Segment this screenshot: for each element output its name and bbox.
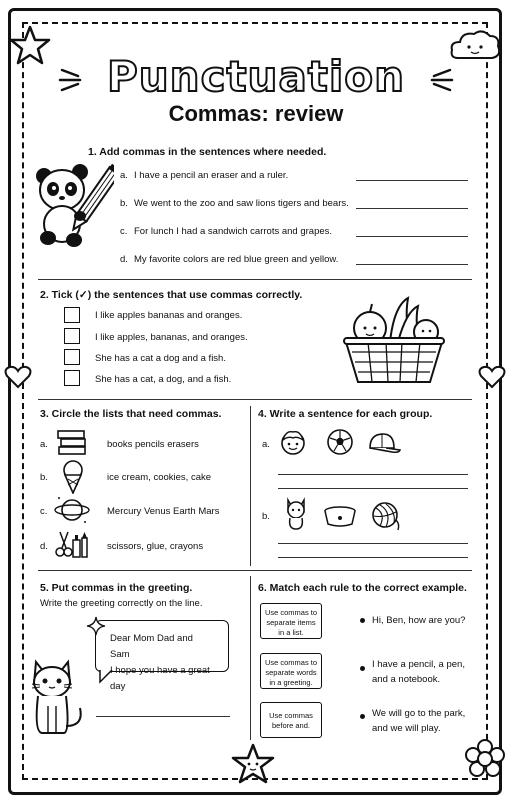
q4-group-letter: a.	[262, 439, 270, 450]
pet-bowl-icon	[322, 504, 358, 528]
q3-item-letter: d.	[40, 541, 48, 552]
ice-cream-icon	[60, 460, 86, 494]
tick-box[interactable]	[64, 307, 80, 323]
q2-sentence: She has a cat a dog and a fish.	[95, 353, 226, 364]
flower-icon	[464, 738, 506, 780]
q1-sentence: For lunch I had a sandwich carrots and grapes.	[134, 226, 333, 237]
greeting-bubble	[95, 620, 229, 692]
sparkle-lines-icon	[58, 64, 88, 94]
bubble-tail-icon	[98, 670, 114, 684]
cap-icon	[366, 430, 402, 456]
art-supplies-icon	[54, 528, 90, 560]
q3-heading: 3. Circle the lists that need commas.	[40, 408, 222, 420]
q3-list[interactable]: ice cream, cookies, cake	[107, 472, 212, 483]
q1-item-letter: c.	[120, 226, 128, 237]
sparkle-lines-icon	[424, 64, 454, 94]
panda-icon	[34, 160, 114, 248]
q2-sentence: I like apples bananas and oranges.	[95, 310, 243, 321]
q3-list[interactable]: Mercury Venus Earth Mars	[107, 506, 220, 517]
greeting-line: I hope you have a great day	[110, 665, 210, 692]
answer-line[interactable]	[96, 716, 230, 717]
rule-card[interactable]: Use commas before and.	[260, 702, 322, 738]
q3-item-letter: a.	[40, 439, 48, 450]
tick-box[interactable]	[64, 349, 80, 365]
answer-line[interactable]	[278, 474, 468, 475]
answer-line[interactable]	[356, 180, 468, 181]
fruit-basket-icon	[338, 292, 450, 386]
sparkle-icon	[86, 616, 106, 636]
yarn-ball-icon	[370, 500, 402, 532]
heart-icon	[4, 364, 32, 390]
q2-heading: 2. Tick (✓) the sentences that use commas correctly.	[40, 289, 303, 301]
q5-heading: 5. Put commas in the greeting.	[40, 582, 193, 594]
soccer-ball-icon	[326, 428, 354, 456]
example-text: Hi, Ben, how are you?	[372, 615, 466, 626]
q1-sentence: I have a pencil an eraser and a ruler.	[134, 170, 289, 181]
example-text: I have a pencil, a pen, and a notebook.	[372, 659, 465, 685]
books-icon	[56, 427, 88, 457]
q6-heading: 6. Match each rule to the correct example.	[258, 582, 467, 594]
match-dot[interactable]	[360, 618, 365, 623]
answer-line[interactable]	[356, 208, 468, 209]
cat-icon	[282, 496, 310, 530]
greeting-line: Dear Mom Dad and Sam	[110, 633, 193, 660]
boy-face-icon	[278, 427, 308, 457]
q2-sentence: She has a cat, a dog, and a fish.	[95, 374, 232, 385]
q1-heading: 1. Add commas in the sentences where needed.	[88, 146, 327, 158]
q3-list[interactable]: scissors, glue, crayons	[107, 541, 204, 552]
answer-line[interactable]	[278, 488, 468, 489]
q1-item-letter: b.	[120, 198, 128, 209]
section-divider	[38, 399, 472, 400]
q1-sentence: We went to the zoo and saw lions tigers and bears.	[134, 198, 349, 209]
example-text: We will go to the park, and we will play.	[372, 708, 466, 734]
tick-box[interactable]	[64, 328, 80, 344]
column-divider	[250, 576, 251, 740]
section-divider	[38, 279, 472, 280]
match-dot[interactable]	[360, 714, 365, 719]
page-subtitle: Commas: review	[168, 101, 344, 126]
q3-item-letter: c.	[40, 506, 48, 517]
q2-sentence: I like apples, bananas, and oranges.	[95, 332, 248, 343]
rule-card[interactable]: Use commas to separate items in a list.	[260, 603, 322, 639]
match-dot[interactable]	[360, 666, 365, 671]
section-divider	[38, 570, 472, 571]
rule-card[interactable]: Use commas to separate words in a greeting.	[260, 653, 322, 689]
cat-icon	[28, 656, 88, 736]
answer-line[interactable]	[356, 236, 468, 237]
heart-icon	[478, 364, 506, 390]
tick-box[interactable]	[64, 370, 80, 386]
star-face-icon	[230, 742, 276, 786]
answer-line[interactable]	[278, 543, 468, 544]
q1-sentence: My favorite colors are red blue green and yellow.	[134, 254, 339, 265]
column-divider	[250, 406, 251, 566]
page-title: Punctuation	[106, 52, 406, 101]
q1-item-letter: d.	[120, 254, 128, 265]
q4-heading: 4. Write a sentence for each group.	[258, 408, 433, 420]
q1-item-letter: a.	[120, 170, 128, 181]
q3-list[interactable]: books pencils erasers	[107, 439, 199, 450]
q3-item-letter: b.	[40, 472, 48, 483]
answer-line[interactable]	[356, 264, 468, 265]
answer-line[interactable]	[278, 557, 468, 558]
planet-icon	[54, 494, 90, 526]
q5-instruction: Write the greeting correctly on the line.	[40, 598, 203, 609]
q4-group-letter: b.	[262, 511, 270, 522]
